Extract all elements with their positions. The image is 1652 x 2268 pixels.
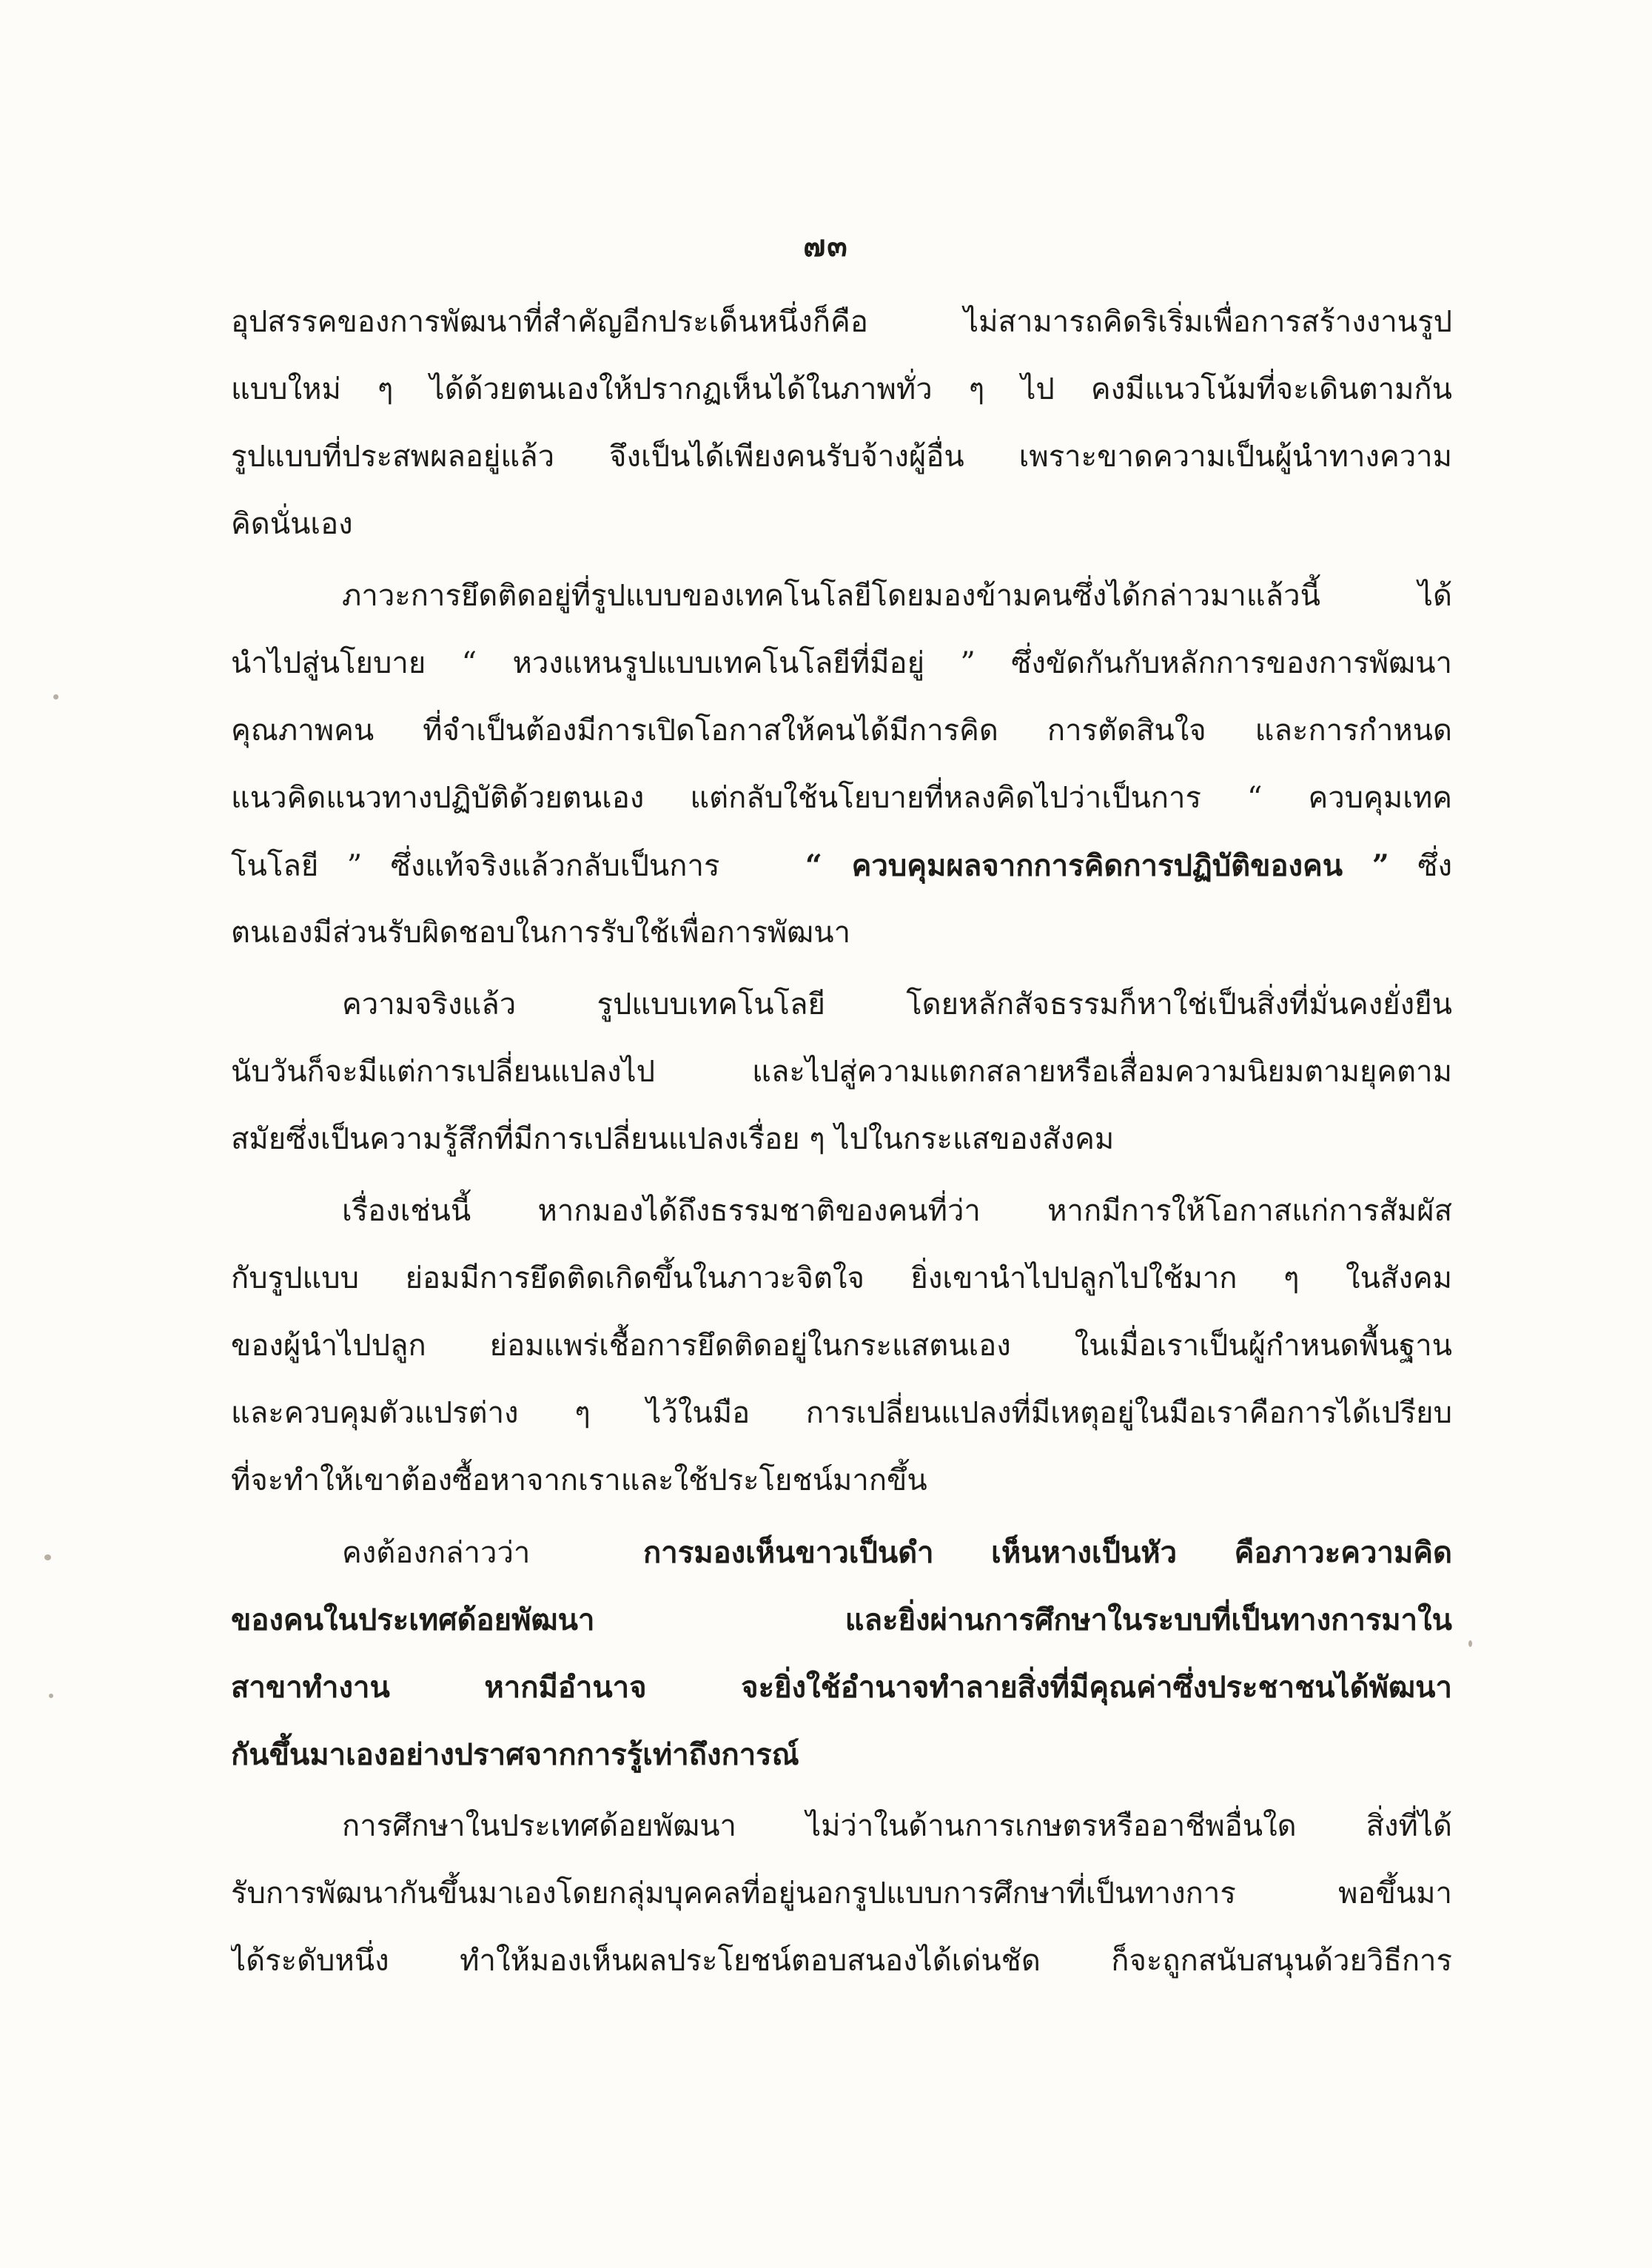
scan-speck [53,694,58,699]
text-line: แบบใหม่ ๆ ได้ด้วยตนเองให้ปรากฏเห็นได้ในภาพทั่ว ๆ ไป คงมีแนวโน้มที่จะเดินตามกัน [231,372,1452,406]
text-line: เรื่องเช่นนี้ หากมองได้ถึงธรรมชาติของคนที่ว่า หากมีการให้โอกาสแก่การสัมผัส [342,1194,1452,1228]
body-text [231,289,1452,1995]
text-line: รับการพัฒนากันขึ้นมาเองโดยกลุ่มบุคคลที่อยู่นอกรูปแบบการศึกษาที่เป็นทางการ พอขึ้นมา [231,1876,1452,1910]
text-line: ของผู้นำไปปลูก ย่อมแพร่เชื้อการยึดติดอยู่ในกระแสตนเอง ในเมื่อเราเป็นผู้กำหนดพื้นฐาน [231,1329,1452,1363]
text-segment: ซึ่ง [1417,849,1452,883]
text-line: สาขาทำงาน หากมีอำนาจ จะยิ่งใช้อำนาจทำลายสิ่งที่มีคุณค่าซึ่งประชาชนได้พัฒนา [231,1670,1452,1705]
text-segment: คงต้องกล่าวว่า [342,1536,531,1570]
text-line: กันขึ้นมาเองอย่างปราศจากการรู้เท่าถึงการณ์ [231,1737,799,1772]
text-line: ความจริงแล้ว รูปแบบเทคโนโลยี โดยหลักสัจธรรมก็หาใช่เป็นสิ่งที่มั่นคงยั่งยืน [342,987,1452,1021]
text-line: ภาวะการยึดติดอยู่ที่รูปแบบของเทคโนโลยีโดยมองข้ามคนซึ่งได้กล่าวมาแล้วนี้ ได้ [342,579,1452,613]
scan-speck [49,1694,53,1698]
emphasis-text: “ ควบคุมผลจากการคิดการปฏิบัติของคน ” [805,848,1389,883]
text-line: คุณภาพคน ที่จำเป็นต้องมีการเปิดโอกาสให้คนได้มีการคิด การตัดสินใจ และการกำหนด [231,714,1452,748]
paragraph [231,289,1452,558]
text-line: นับวันก็จะมีแต่การเปลี่ยนแปลงไป และไปสู่ความแตกสลายหรือเสื่อมความนิยมตามยุคตาม [231,1055,1452,1089]
page-number: ๗๓ [803,229,849,264]
text-line: ที่จะทำให้เขาต้องซื้อหาจากเราและใช้ประโยชน์มากขึ้น [231,1463,927,1497]
scan-speck [1468,1640,1472,1647]
scan-speck [44,1554,51,1560]
text-line: นำไปสู่นโยบาย “ หวงแหนรูปแบบเทคโนโลยีที่มีอยู่ ” ซึ่งขัดกันกับหลักการของการพัฒนา [231,646,1452,680]
paragraph [231,1178,1452,1514]
text-line: คิดนั่นเอง [231,507,353,541]
emphasis-text: การมองเห็นขาวเป็นดำ เห็นหางเป็นหัว คือภาวะความคิด [643,1535,1452,1570]
text-line: ตนเองมีส่วนรับผิดชอบในการรับใช้เพื่อการพัฒนา [231,916,851,950]
paragraph [231,563,1452,967]
paragraph [231,971,1452,1173]
text-line [231,1519,1452,1586]
text-line: และควบคุมตัวแปรต่าง ๆ ไว้ในมือ การเปลี่ยนแปลงที่มีเหตุอยู่ในมือเราคือการได้เปรียบ [231,1396,1452,1430]
text-line: แนวคิดแนวทางปฏิบัติด้วยตนเอง แต่กลับใช้นโยบายที่หลงคิดไปว่าเป็นการ “ ควบคุมเทค [231,781,1452,815]
paragraph [231,1519,1452,1788]
paragraph [231,1793,1452,1995]
text-line: อุปสรรคของการพัฒนาที่สำคัญอีกประเด็นหนึ่งก็คือ ไม่สามารถคิดริเริ่มเพื่อการสร้างงานรูป [231,305,1452,339]
text-segment: โนโลยี ” ซึ่งแท้จริงแล้วกลับเป็นการ [231,849,720,883]
text-line: รูปแบบที่ประสพผลอยู่แล้ว จึงเป็นได้เพียงคนรับจ้างผู้อื่น เพราะขาดความเป็นผู้นำทางความ [231,440,1452,474]
text-line: กับรูปแบบ ย่อมมีการยึดติดเกิดขึ้นในภาวะจิตใจ ยิ่งเขานำไปปลูกไปใช้มาก ๆ ในสังคม [231,1261,1452,1295]
text-line [231,832,1452,899]
text-line: ได้ระดับหนึ่ง ทำให้มองเห็นผลประโยชน์ตอบสนองได้เด่นชัด ก็จะถูกสนับสนุนด้วยวิธีการ [231,1944,1452,1978]
text-line: ของคนในประเทศด้อยพัฒนา และยิ่งผ่านการศึกษาในระบบที่เป็นทางการมาใน [231,1603,1452,1637]
text-line: การศึกษาในประเทศด้อยพัฒนา ไม่ว่าในด้านการเกษตรหรืออาชีพอื่นใด สิ่งที่ได้ [342,1809,1452,1843]
text-line: สมัยซึ่งเป็นความรู้สึกที่มีการเปลี่ยนแปลงเรื่อย ๆ ไปในกระแสของสังคม [231,1122,1115,1156]
